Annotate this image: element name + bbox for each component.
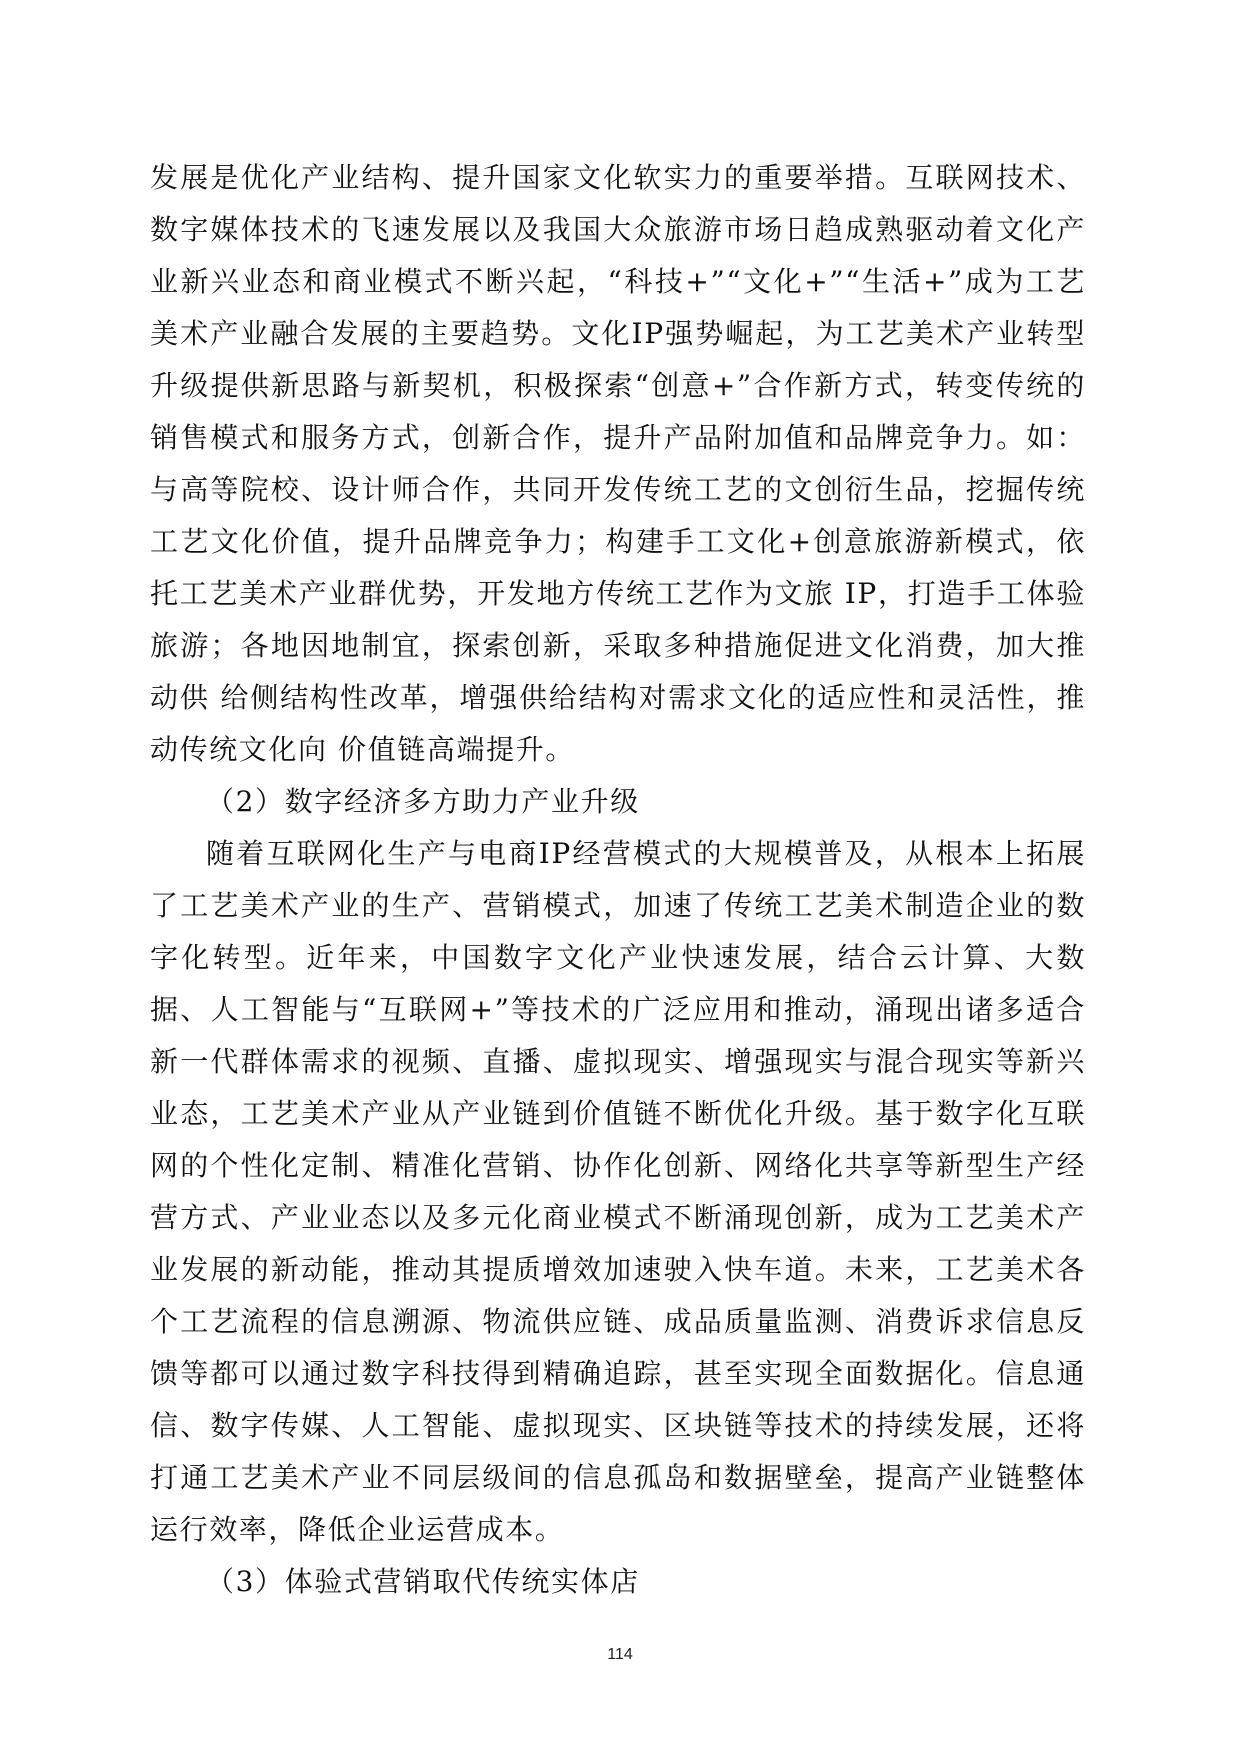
- page-number: 114: [607, 1646, 633, 1663]
- section-heading: （3）体验式营销取代传统实体店: [206, 1565, 640, 1598]
- body-paragraph: 随着互联网化生产与电商IP经营模式的大规模普及，从根本上拓展了工艺美术产业的生产、营销模式，加速了传统工艺美术制造企业的数字化转型。近年来，中国数字文化产业快速发展，结合云计算、大数据、人工智能与“互联网+”等技术的广泛应用和推动，涌现出诸多适合新一代群体需求的视频、直播、虚拟现实、增强现实与混合现实等新兴业态，工艺美术产业从产业链到价值链不断优化升级。基于数字化互联网的个性化定制、精准化营销、协作化创新、网络化共享等新型生产经营方式、产业业态以及多元化商业模式不断涌现创新，成为工艺美术产业发展的新动能，推动其提质增效加速驶入快车道。未来，工艺美术各个工艺流程的信息溯源、物流供应链、成品质量监测、消费诉求信息反馈等都可以通过数字科技得到精确追踪，甚至实现全面数据化。信息通信、数字传媒、人工智能、虚拟现实、区块链等技术的持续发展，还将打通工艺美术产业不同层级间的信息孤岛和数据壁垒，提高产业链整体运行效率，降低企业运营成本。: [150, 837, 1086, 1546]
- section-heading: （2）数字经济多方助力产业升级: [206, 785, 640, 818]
- page-body: [150, 152, 1086, 1608]
- body-paragraph: 发展是优化产业结构、提升国家文化软实力的重要举措。互联网技术、数字媒体技术的飞速发展以及我国大众旅游市场日趋成熟驱动着文化产业新兴业态和商业模式不断兴起，“科技+”“文化+”“生活+”成为工艺美术产业融合发展的主要趋势。文化IP强势崛起，为工艺美术产业转型升级提供新思路与新契机，积极探索“创意+”合作新方式，转变传统的销售模式和服务方式，创新合作，提升产品附加值和品牌竞争力。如：与高等院校、设计师合作，共同开发传统工艺的文创衍生品，挖掘传统工艺文化价值，提升品牌竞争力；构建手工文化+创意旅游新模式，依托工艺美术产业群优势，开发地方传统工艺作为文旅 IP，打造手工体验旅游；各地因地制宜，探索创新，采取多种措施促进文化消费，加大推动供 给侧结构性改革，增强供给结构对需求文化的适应性和灵活性，推动传统文化向 价值链高端提升。: [150, 161, 1086, 766]
